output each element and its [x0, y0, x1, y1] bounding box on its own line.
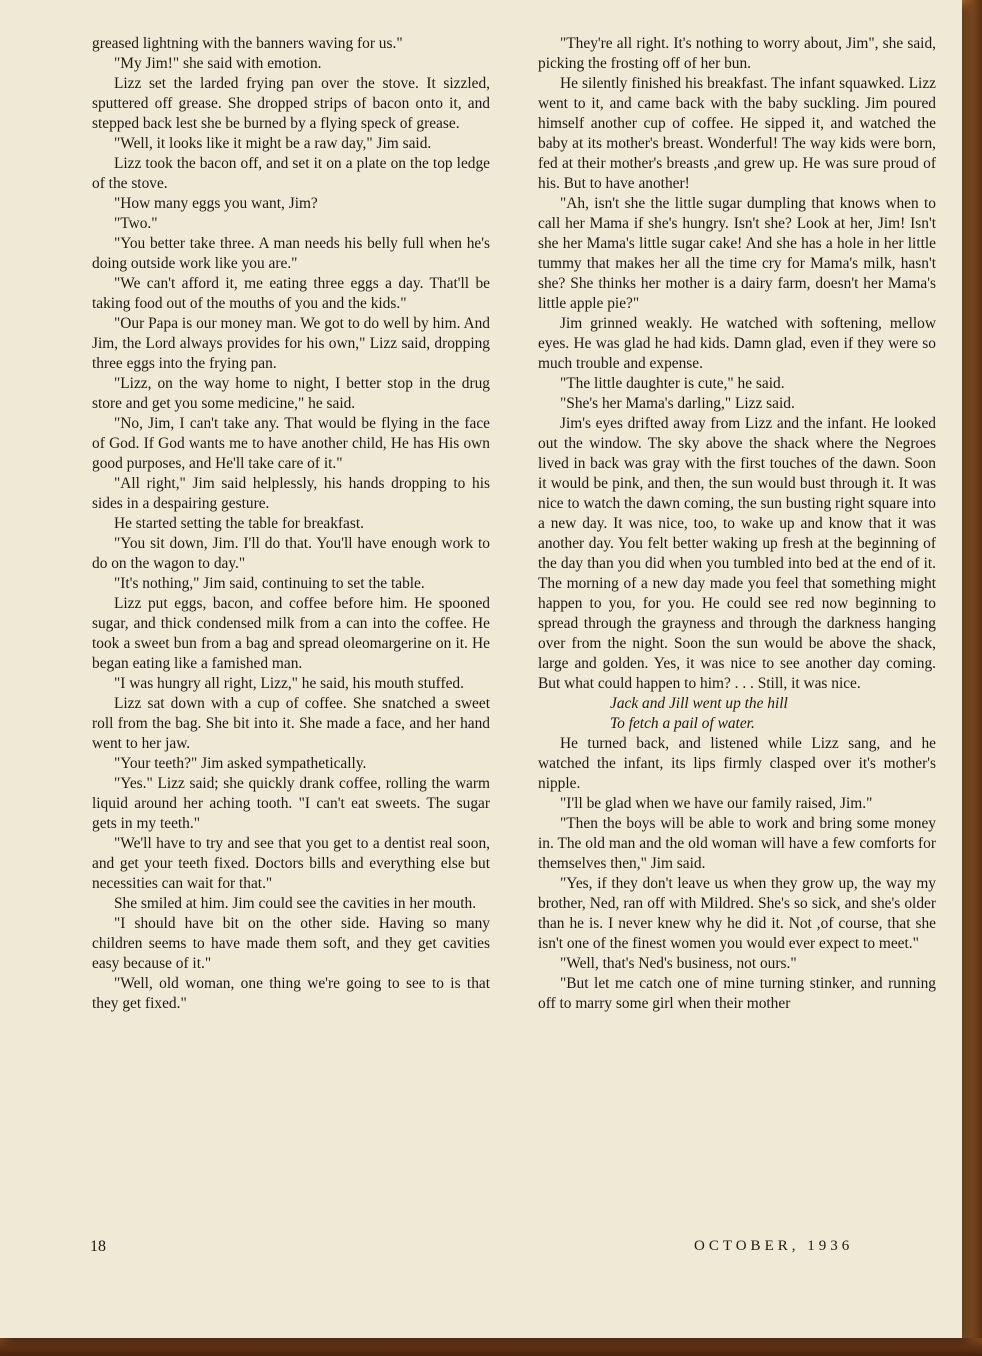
page-number: 18 [90, 1238, 106, 1255]
paragraph: "Two." [114, 215, 158, 232]
paragraph: "No, Jim, I can't take any. That would be flying in the face of God. If God wants me to have another child, He has His own good purposes, and He'll take care of it." [92, 415, 490, 472]
issue-date: OCTOBER, 1936 [694, 1238, 854, 1254]
paragraph: "I should have bit on the other side. Having so many children seems to have made them soft, and they get cavities easy because of it." [92, 915, 490, 972]
paragraph: "All right," Jim said helplessly, his hands dropping to his sides in a despairing gesture. [92, 475, 490, 512]
paragraph: "But let me catch one of mine turning stinker, and running off to marry some girl when their mother [538, 975, 936, 1012]
paragraph: She smiled at him. Jim could see the cavities in her mouth. [114, 895, 477, 912]
paragraph: "The little daughter is cute," he said. [560, 375, 785, 392]
paragraph: "It's nothing," Jim said, continuing to set the table. [114, 575, 425, 592]
paragraph: He turned back, and listened while Lizz sang, and he watched the infant, its lips firmly clasped over it's mother's nipple. [538, 735, 936, 792]
page-edge-bottom [0, 1338, 982, 1356]
paragraph: "Yes, if they don't leave us when they grow up, the way my brother, Ned, ran off with Mildred. She's so sick, and she's older than he is. I never knew why he did it. Not ,of course, that she isn't one of the finest women you would ever expect to meet." [538, 875, 936, 952]
page-edge-right [962, 0, 982, 1356]
paragraph: greased lightning with the banners waving for us." [92, 35, 403, 52]
paragraph: "We can't afford it, me eating three eggs a day. That'll be taking food out of the mouths of you and the kids." [92, 275, 490, 312]
paragraph: "She's her Mama's darling," Lizz said. [560, 395, 795, 412]
paragraph: "Well, that's Ned's business, not ours." [560, 955, 797, 972]
paragraph: "You sit down, Jim. I'll do that. You'll have enough work to do on the wagon to day." [92, 535, 490, 572]
paragraph: "Your teeth?" Jim asked sympathetically. [114, 755, 367, 772]
paragraph: Lizz put eggs, bacon, and coffee before him. He spooned sugar, and thick condensed milk from a can into the coffee. He took a sweet bun from a bag and spread oleomargerine on it. He began eating like a famished man. [92, 595, 490, 672]
paragraph: "We'll have to try and see that you get to a dentist real soon, and get your teeth fixed. Doctors bills and everything else but necessities can wait for that." [92, 835, 490, 892]
paragraph: Lizz set the larded frying pan over the stove. It sizzled, sputtered off grease. She dropped strips of bacon onto it, and stepped back lest she be burned by a flying speck of grease. [92, 75, 490, 132]
paragraph: He started setting the table for breakfast. [114, 515, 365, 532]
right-text-column [538, 34, 936, 1014]
paragraph: "Our Papa is our money man. We got to do well by him. And Jim, the Lord always provides for his own," Lizz said, dropping three eggs into the frying pan. [92, 315, 490, 372]
paragraph: "Well, old woman, one thing we're going to see to is that they get fixed." [92, 975, 490, 1012]
paragraph: Lizz sat down with a cup of coffee. She snatched a sweet roll from the bag. She bit into it. She made a face, and her hand went to her jaw. [92, 695, 490, 752]
verse-line: To fetch a pail of water. [610, 715, 755, 732]
paragraph: "You better take three. A man needs his belly full when he's doing outside work like you are." [92, 235, 490, 272]
paragraph: "Well, it looks like it might be a raw day," Jim said. [114, 135, 432, 152]
paragraph: "Yes." Lizz said; she quickly drank coffee, rolling the warm liquid around her aching tooth. "I can't eat sweets. The sugar gets in my teeth." [92, 775, 490, 832]
paragraph: "My Jim!" she said with emotion. [114, 55, 322, 72]
paragraph: "I was hungry all right, Lizz," he said, his mouth stuffed. [114, 675, 464, 692]
paragraph: Jim grinned weakly. He watched with softening, mellow eyes. He was glad he had kids. Damn glad, even if they were so much trouble and expense. [538, 315, 936, 372]
paragraph: "Then the boys will be able to work and bring some money in. The old man and the old woman will have a few comforts for themselves then," Jim said. [538, 815, 936, 872]
paragraph: "I'll be glad when we have our family raised, Jim." [560, 795, 873, 812]
paragraph: "How many eggs you want, Jim? [114, 195, 318, 212]
paragraph: Jim's eyes drifted away from Lizz and the infant. He looked out the window. The sky above the shack where the Negroes lived in back was gray with the first touches of the dawn. Soon it would be pink, and then, the sun would bust through it. It was nice to watch the dawn coming, the sun busting right square into a new day. It was nice, too, to wake up and know that it was another day. You felt better waking up fresh at the beginning of the day than you did when you tumbled into bed at the end of it. The morning of a new day made you feel that something might happen to you, for you. He could see red now beginning to spread through the grayness and through the darkness hanging over from the night. Soon the sun would be above the shack, large and golden. Yes, it was nice to see another day coming. But what could happen to him? . . . Still, it was nice. [538, 415, 936, 692]
paragraph: "Ah, isn't she the little sugar dumpling that knows when to call her Mama if she's hungry. Isn't she? Look at her, Jim! Isn't she her Mama's little sugar cake! And she has a hole in her little tummy that makes her all the time cry for Mama's milk, hasn't she? She thinks her mother is a dairy farm, doesn't her Mama's little apple pie?" [538, 195, 936, 312]
verse-line: Jack and Jill went up the hill [610, 695, 788, 712]
left-text-column [92, 34, 490, 1014]
paragraph: "They're all right. It's nothing to worry about, Jim", she said, picking the frosting off of her bun. [538, 35, 936, 72]
paragraph: He silently finished his breakfast. The infant squawked. Lizz went to it, and came back with the baby suckling. Jim poured himself another cup of coffee. He sipped it, and watched the baby at its mother's breast. Wonderful! The way kids were born, fed at their mother's breasts ,and grew up. He was sure proud of his. But to have another! [538, 75, 936, 192]
paragraph: Lizz took the bacon off, and set it on a plate on the top ledge of the stove. [92, 155, 490, 192]
paragraph: "Lizz, on the way home to night, I better stop in the drug store and get you some medicine," he said. [92, 375, 490, 412]
